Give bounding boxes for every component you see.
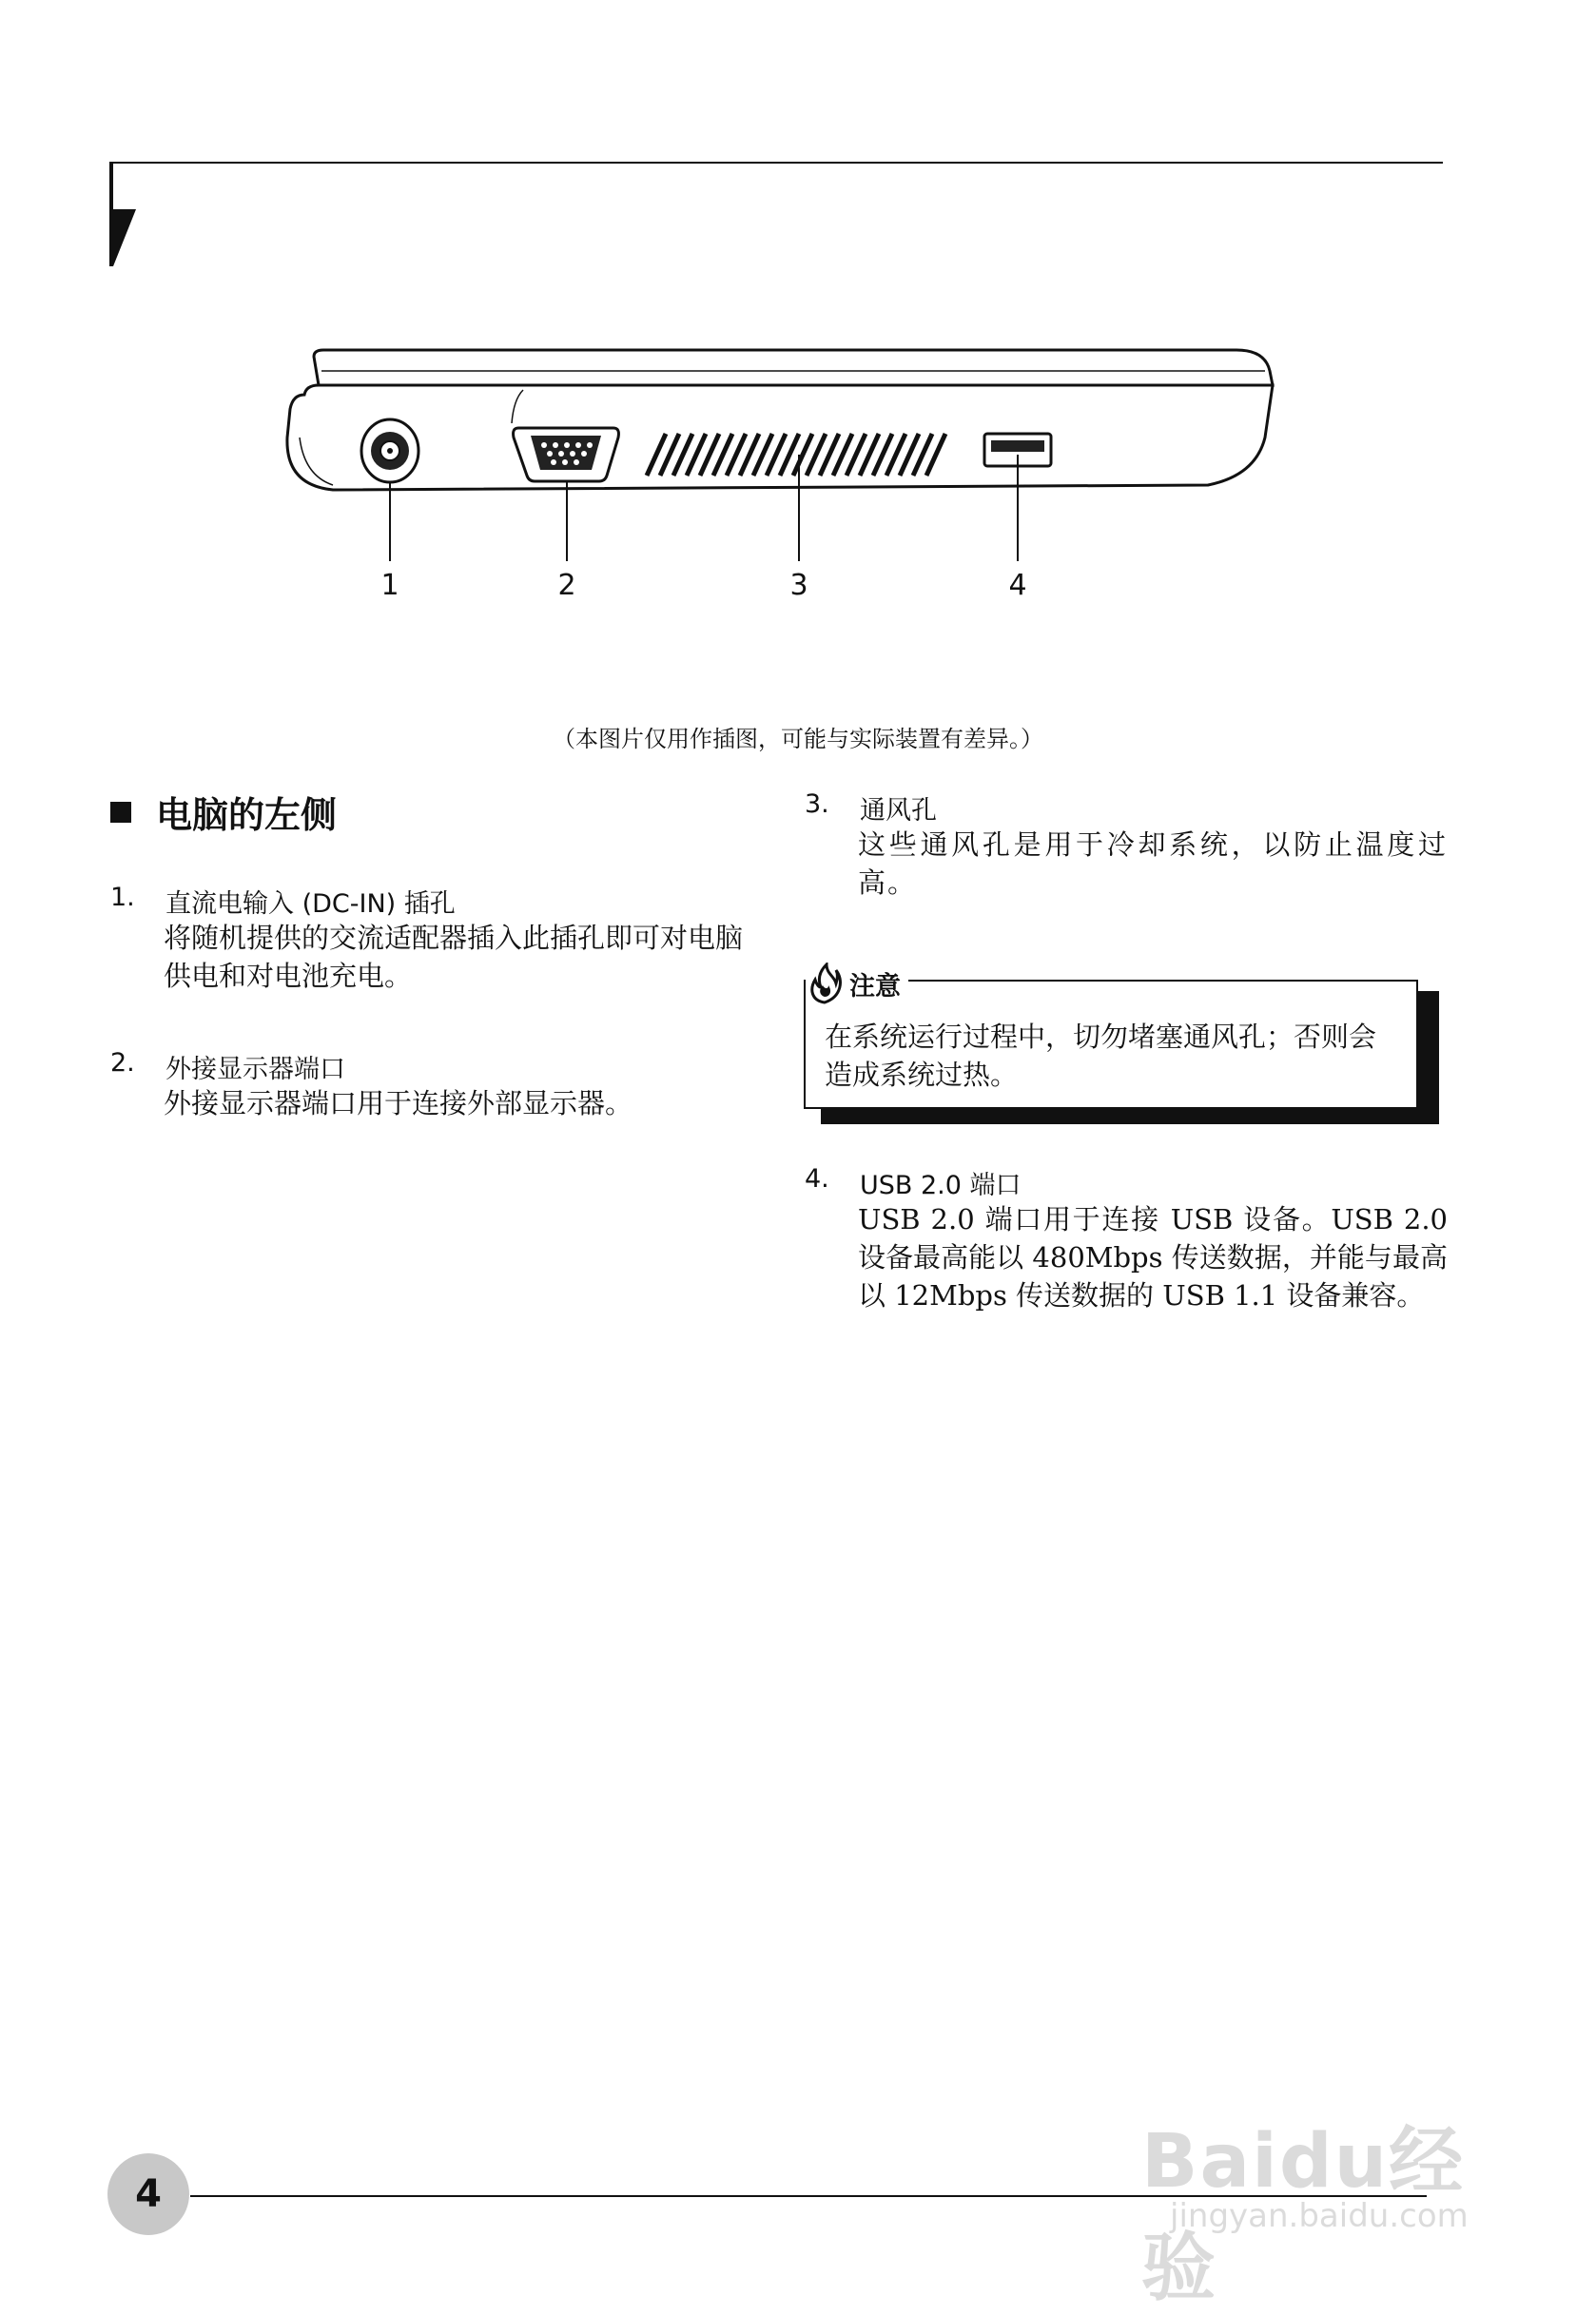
callout-2: 2 [557,569,576,602]
laptop-left-side-figure [276,342,1303,628]
item-4-title-text: USB 2.0 端口 [860,1171,1022,1200]
item-1-title-text: 直流电输入 (DC-IN) 插孔 [165,889,456,919]
caution-header [806,963,908,1004]
corner-wedge [109,209,138,268]
item-4-body: USB 2.0 端口用于连接 USB 设备。USB 2.0 设备最高能以 480Mbps 传送数据，并能与最高以 12Mbps 传送数据的 USB 1.1 设备兼容。 [858,1203,1448,1312]
item-2-body: 外接显示器端口用于连接外部显示器。 [164,1087,633,1119]
item-1-body: 将随机提供的交流适配器插入此插孔即可对电脑供电和对电池充电。 [164,922,744,992]
caution-text: 在系统运行过程中，切勿堵塞通风孔；否则会造成系统过热。 [825,1021,1377,1091]
watermark-brand: Baidu经验 [1141,2119,1466,2311]
callout-4: 4 [1008,569,1027,602]
item-3-number: 3. [805,789,829,819]
item-1-number: 1. [110,883,135,912]
item-4-title [805,1164,1022,1201]
flame-warning-icon [806,963,844,1004]
section-heading [110,786,337,838]
baidu-watermark [1141,2064,1522,2311]
caution-box [804,971,1439,1124]
page-number-badge: 4 [107,2153,189,2235]
callout-1: 1 [380,569,399,602]
header-rule [109,162,1443,164]
callout-3: 3 [789,569,808,602]
item-2-title [110,1048,345,1085]
bullet-square-icon [110,802,131,823]
item-3-body: 这些通风孔是用于冷却系统，以防止温度过高。 [858,828,1448,899]
caution-title: 注意 [849,971,901,1002]
item-2-number: 2. [110,1048,135,1078]
item-3-title [805,789,937,827]
section-heading-text: 电脑的左侧 [156,794,338,836]
item-4-number: 4. [805,1164,829,1194]
item-1-title [110,883,456,920]
item-2-title-text: 外接显示器端口 [165,1055,345,1084]
watermark-url: jingyan.baidu.com [1170,2197,1469,2235]
item-3-title-text: 通风孔 [860,796,937,826]
figure-caption: （本图片仅用作插图，可能与实际装置有差异。） [553,726,1043,752]
